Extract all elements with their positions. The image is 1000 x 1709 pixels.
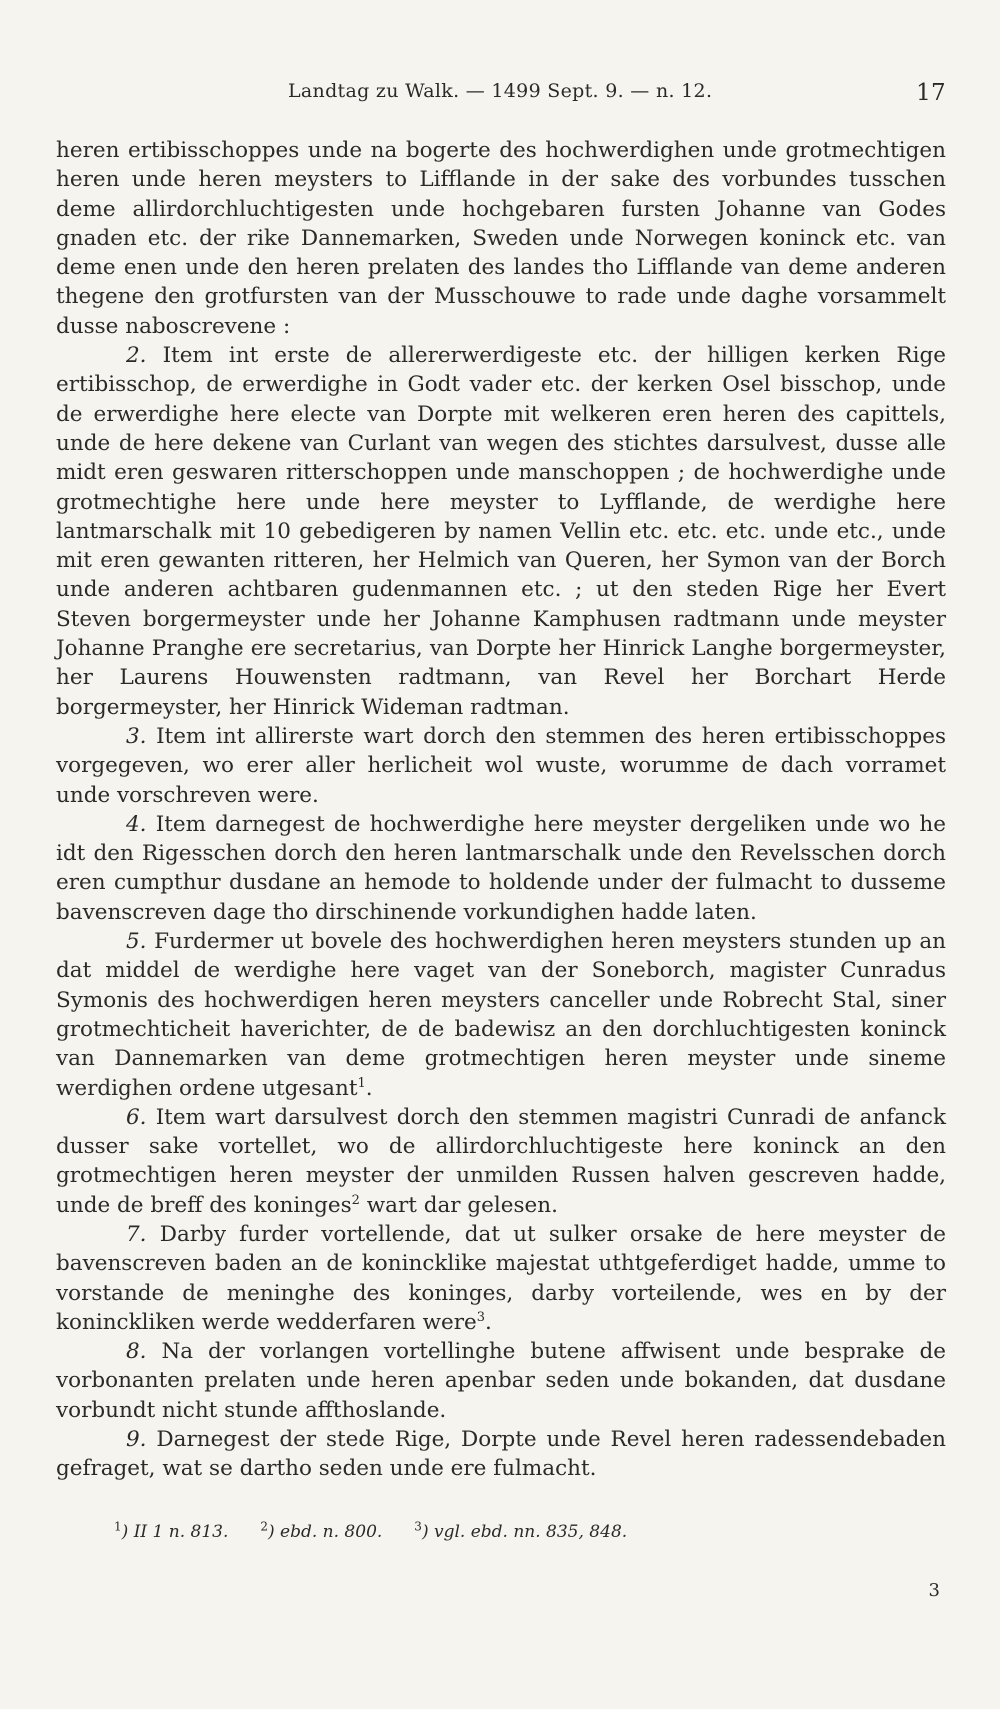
paragraph-text-tail: wart dar gelesen. <box>359 1192 558 1218</box>
footnote-reference: 2 <box>351 1192 360 1208</box>
running-head-title: Landtag zu Walk. — 1499 Sept. 9. — n. 12. <box>288 80 713 102</box>
paragraph-item <box>56 722 946 810</box>
item-number: 4. <box>126 811 147 837</box>
item-number: 6. <box>126 1104 147 1130</box>
item-number: 2. <box>126 343 147 369</box>
document-page <box>56 70 946 1542</box>
paragraph-item <box>56 1103 946 1220</box>
paragraph-text: Item wart darsulvest dorch den stemmen magistri Cunradi de anfanck dusser sake vortellet, wo de allirdorchluchtigeste here koninck an den grotmechtigen heren meyster der unmilden Russen halven gescreven hadde, unde de breff des koninges <box>56 1104 946 1218</box>
footnote-reference: 1 <box>357 1075 366 1091</box>
paragraph-item <box>56 1337 946 1425</box>
item-number: 7. <box>126 1221 147 1247</box>
footnote-text: II 1 n. 813. <box>133 1521 229 1542</box>
paragraph-text: Item int allirerste wart dorch den stemmen des heren ertibisschoppes vorgegeven, wo erer aller herlicheit wol wuste, worumme de dach vorramet unde vorschreven were. <box>56 723 946 808</box>
paragraph-text: heren ertibisschoppes unde na bogerte des hochwerdighen unde grotmechtigen heren unde heren meysters to Lifflande in der sake des vorbundes tusschen deme allirdorchluchtigesten unde hochgebaren fursten Johanne van Godes gnaden etc. der rike Dannemarken, Sweden unde Norwegen koninck etc. van deme enen unde den heren prelaten des landes tho Lifflande van deme anderen thegene den grotfursten van der Musschouwe to rade unde daghe vorsammelt dusse naboscrevene : <box>56 138 946 339</box>
footnotes <box>56 1519 946 1542</box>
footnote: $^3$) vgl. ebd. nn. 835, 848. <box>414 1519 628 1542</box>
paragraph-item: 7. Darby furder vortellende, dat ut sulker orsake de here meyster de bavenscreven baden an de konincklike majestat uthtgeferdiget hadde, umme to vorstande de meninghe des koninges, darby vorteilende, wes en by der koninckliken werde wedderfaren were$^3$. <box>56 1221 946 1335</box>
footnote-mark: 2 <box>260 1519 268 1533</box>
paragraph-item <box>56 341 946 722</box>
paragraph-text: Darnegest der stede Rige, Dorpte unde Revel heren radessendebaden gefraget, wat se dartho seden unde ere fulmacht. <box>56 1427 947 1482</box>
paragraph-item <box>56 810 946 927</box>
item-number: 3. <box>126 723 147 749</box>
item-number: 9. <box>126 1427 147 1453</box>
body-text <box>56 136 946 1484</box>
footnote-reference: 3 <box>476 1309 486 1325</box>
footnote-mark: 1 <box>114 1519 122 1533</box>
paragraph-continuation <box>56 136 946 341</box>
footnote: $^2$) ebd. n. 800. <box>260 1519 383 1542</box>
footnote-text: ebd. n. 800. <box>280 1521 383 1542</box>
item-number: 8. <box>126 1339 147 1365</box>
paragraph-text: Item int erste de allererwerdigeste etc. der hilligen kerken Rige ertibisschop, de erwerdighe in Godt vader etc. der kerken Osel bisschop, unde de erwerdighe here electe van Dorpte mit welkeren eren heren des capittels, unde de here dekene van Curlant van wegen des stichtes darsulvest, dusse alle midt eren geswaren ritterschoppen unde manschoppen ; de hochwerdighe unde grotmechtighe here unde here meyster to Lyfflande, de werdighe here lantmarschalk mit 10 gebedigeren by namen Vellin etc. etc. etc. unde etc., unde mit eren gewanten ritteren, her Helmich van Queren, her Symon van der Borch unde anderen achtbaren gudenmannen etc. ; ut den steden Rige her Evert Steven borgermeyster unde her Johanne Kamphusen radtmann unde meyster Johanne Pranghe ere secretarius, van Dorpte her Hinrick Langhe borgermeyster, her Laurens Houwensten radtmann, van Revel her Borchart Herde borgermeyster, her Hinrick Wideman radtman. <box>56 343 946 720</box>
footnote: $^1$) II 1 n. 813. <box>114 1519 229 1542</box>
paragraph-text: Item darnegest de hochwerdighe here meyster dergeliken unde wo he idt den Rigesschen dorch den heren lantmarschalk unde den Revelsschen dorch eren cumpthur dusdane an hemode to holdende under der fulmacht to dusseme bavenscreven dage tho dirschinende vorkundighen hadde laten. <box>56 811 946 925</box>
footnote-text: vgl. ebd. nn. 835, 848. <box>433 1521 628 1542</box>
item-number: 5. <box>126 929 147 955</box>
paragraph-item: 5. Furdermer ut bovele des hochwerdighen heren meysters stunden up an dat middel de werdighe here vaget van der Soneborch, magister Cunradus Symonis des hochwerdigen heren meysters canceller unde Robrecht Stal, siner grotmechticheit haverichter, de de badewisz an den dorchluchtigesten koninck van Dannemarken van deme grotmechtigen heren meyster unde sineme werdighen ordene utgesant$^1$. <box>56 929 946 1101</box>
page-number: 17 <box>916 80 946 106</box>
running-head <box>56 70 946 110</box>
paragraph-item <box>56 1425 946 1484</box>
paragraph-text: Furdermer ut bovele des hochwerdighen heren meysters stunden up an dat middel de werdighe here vaget van der Soneborch, magister Cunradus Symonis des hochwerdigen heren meysters canceller unde Robrecht Stal, siner grotmechticheit haverichter, de de badewisz an den dorchluchtigesten koninck van Dannemarken van deme grotmechtigen heren meyster unde sineme werdighen ordene utgesant <box>56 929 946 1101</box>
paragraph-text: Na der vorlangen vortellinghe butene affwisent unde besprake de vorbonanten prelaten unde heren apenbar seden unde bokanden, dat dusdane vorbundt nicht stunde affthoslande. <box>56 1339 946 1423</box>
signature-mark: 3 <box>928 1580 940 1601</box>
footnote-mark: 3 <box>414 1519 422 1533</box>
paragraph-text: Darby furder vortellende, dat ut sulker orsake de here meyster de bavenscreven baden an de konincklike majestat uthtgeferdiget hadde, umme to vorstande de meninghe des koninges, darby vorteilende, wes en by der koninckliken werde wedderfaren were <box>56 1221 946 1335</box>
